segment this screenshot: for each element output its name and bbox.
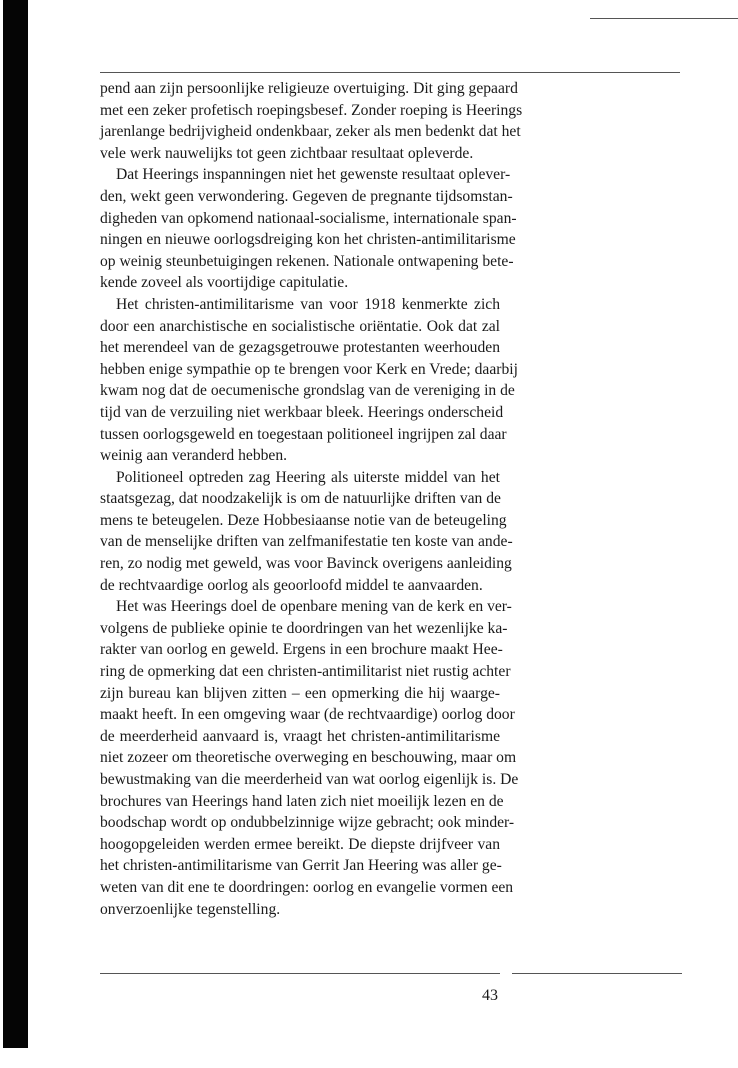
body-text xyxy=(100,78,523,920)
text-line: tijd van de verzuiling niet werkbaar bleek. Heerings onderscheid xyxy=(100,403,504,421)
paragraph xyxy=(100,467,513,597)
text-line: niet zozeer om theoretische overweging en beschouwing, maar om xyxy=(100,749,517,767)
paragraph xyxy=(100,164,517,294)
text-line: pend aan zijn persoonlijke religieuze overtuiging. Dit ging gepaard xyxy=(100,80,518,97)
text-line: kende zoveel als voortijdige capitulatie. xyxy=(100,274,349,292)
text-line: Politioneel optreden zag Heering als uiterste middel van het xyxy=(116,468,500,486)
text-line: met een zeker profetisch roepingsbesef. Zonder roeping is Heerings xyxy=(100,101,523,119)
text-line: ring de opmerking dat een christen-antimilitarist niet rustig achter xyxy=(100,663,511,681)
header-rule xyxy=(100,72,680,73)
text-line: weten van dit ene te doordringen: oorlog en evangelie vormen een xyxy=(100,878,514,896)
text-line: volgens de publieke opinie te doordringen van het wezenlijke ka- xyxy=(100,619,508,637)
paragraph xyxy=(100,596,519,920)
text-line: ningen en nieuwe oorlogsdreiging kon het christen-antimilitarisme xyxy=(100,231,516,249)
paragraph xyxy=(100,78,523,164)
text-line: vele werk nauwelijks tot geen zichtbaar resultaat opleverde. xyxy=(100,144,474,162)
text-line: weinig aan veranderd hebben. xyxy=(100,447,288,465)
text-line: boodschap wordt op ondubbelzinnige wijze gebracht; ook minder- xyxy=(100,814,515,832)
text-line: Dat Heerings inspanningen niet het gewenste resultaat oplever- xyxy=(116,166,511,184)
text-line: kwam nog dat de oecumenische grondslag van de vereniging in de xyxy=(100,382,515,400)
text-line: door een anarchistische en socialistische oriëntatie. Ook dat zal xyxy=(100,317,500,335)
text-line: het merendeel van de gezagsgetrouwe protestanten weerhouden xyxy=(100,339,500,357)
text-line: de meerderheid aanvaard is, vraagt het christen-antimilitarisme xyxy=(100,727,500,745)
text-line: hebben enige sympathie op te brengen voor Kerk en Vrede; daarbij xyxy=(100,360,518,378)
paragraph xyxy=(100,294,518,467)
text-line: Het was Heerings doel de openbare mening van de kerk en ver- xyxy=(116,598,512,616)
text-line: brochures van Heerings hand laten zich niet moeilijk lezen en de xyxy=(100,792,504,810)
text-line: den, wekt geen verwondering. Gegeven de pregnante tijdsomstan- xyxy=(100,187,513,205)
text-line: maakt heeft. In een omgeving waar (de rechtvaardige) oorlog door xyxy=(100,706,515,724)
text-line: Het christen-antimilitarisme van voor 1918 kenmerkte zich xyxy=(116,295,500,313)
text-line: onverzoenlijke tegenstelling. xyxy=(100,900,281,918)
text-line: tussen oorlogsgeweld en toegestaan politioneel ingrijpen zal daar xyxy=(100,425,507,443)
text-line: rakter van oorlog en geweld. Ergens in een brochure maakt Hee- xyxy=(100,641,503,659)
text-line: zijn bureau kan blijven zitten – een opmerking die hij waarge- xyxy=(100,684,500,702)
page-number: 43 xyxy=(482,987,498,1004)
text-line: mens te beteugelen. Deze Hobbesiaanse notie van de beteugeling xyxy=(100,511,507,529)
text-line: bewustmaking van die meerderheid van wat oorlog eigenlijk is. De xyxy=(100,771,519,788)
text-line: op weinig steunbetuigingen rekenen. Nationale ontwapening bete- xyxy=(100,252,514,270)
text-line: ren, zo nodig met geweld, was voor Bavinck overigens aanleiding xyxy=(100,555,512,573)
text-line: digheden van opkomend nationaal-socialisme, internationale span- xyxy=(100,209,517,227)
text-line: van de menselijke driften van zelfmanifestatie ten koste van ande- xyxy=(100,533,513,551)
top-right-rule xyxy=(590,18,738,19)
text-line: staatsgezag, dat noodzakelijk is om de natuurlijke driften van de xyxy=(100,490,501,508)
text-line: het christen-antimilitarisme van Gerrit Jan Heering was aller ge- xyxy=(100,857,502,875)
text-line: jarenlange bedrijvigheid ondenkbaar, zeker als men bedenkt dat het xyxy=(100,123,521,141)
footer-rule-left xyxy=(100,973,500,974)
scan-edge-bar xyxy=(3,0,28,1048)
text-line: hoogopgeleiden werden ermee bereikt. De diepste drijfveer van xyxy=(100,835,500,853)
text-line: de rechtvaardige oorlog als geoorloofd middel te aanvaarden. xyxy=(100,576,483,594)
footer-rule-right xyxy=(512,973,682,974)
